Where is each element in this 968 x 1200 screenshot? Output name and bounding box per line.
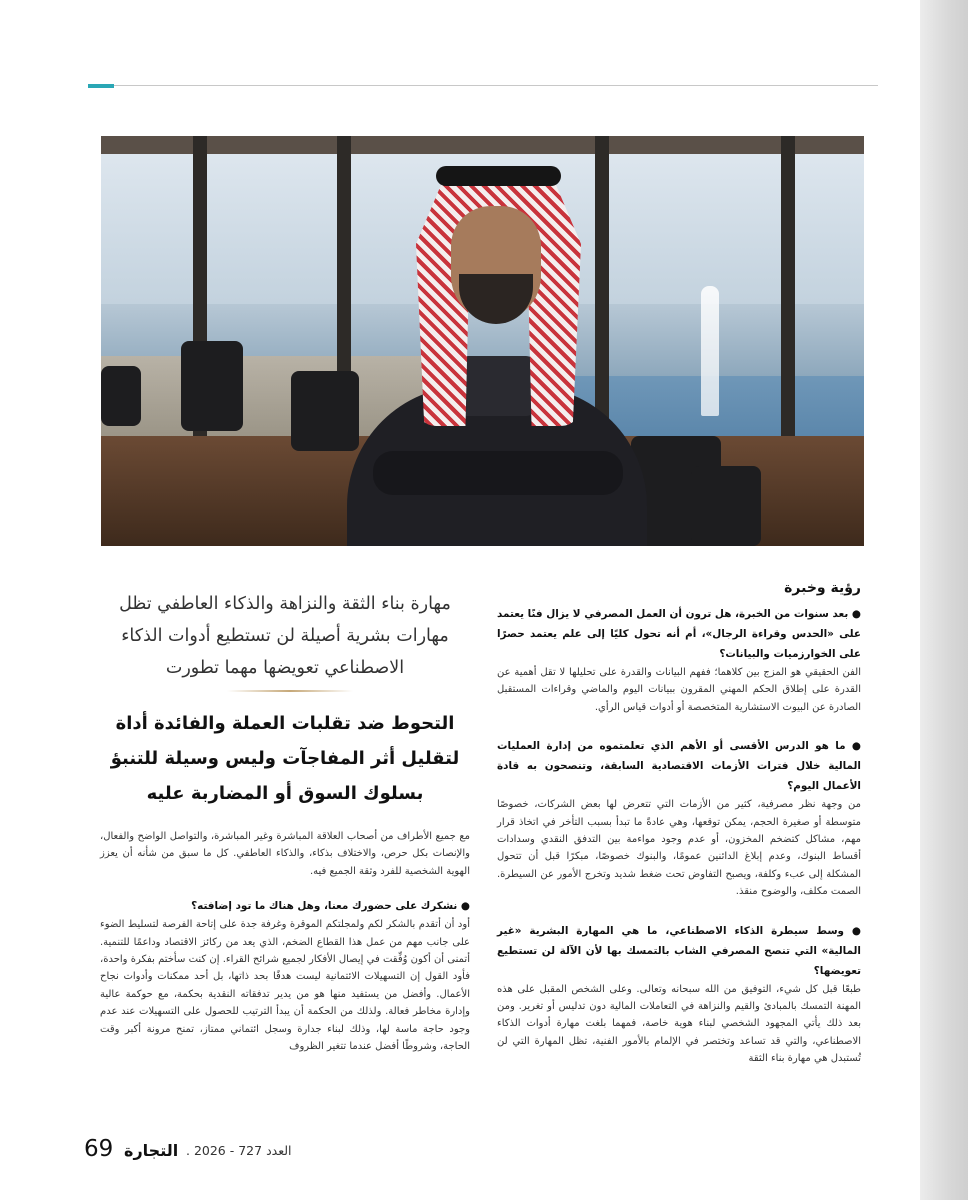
- gold-divider: [227, 690, 353, 692]
- answer-2: من وجهة نظر مصرفية، كثير من الأزمات التي تتعرض لها بعض الشركات، خصوصًا متوسطة أو صغيرة الحجم، يمكن توقعها، وهي عادةً ما تبدأ بسبب التأخر في اتخاذ قرار مهم، مشاكل كتضخم المخزون، أو عدم وجود مواءمة بين التدفق النقدي وسدادات أقساط البنوك، وعدم إبلاغ الدائنين عمومًا، والبنوك خصوصًا، مبكرًا قبل أن تتحول المشكلة إلى عبء وكلفة، ويصبح التفاوض تحت ضغط شديد وتخرج الأمور عن السيطرة. الصمت مكلف، والوضوح منقذ.: [497, 799, 861, 898]
- left-column: [100, 828, 470, 1069]
- answer-1: الفن الحقيقي هو المزج بين كلاهما؛ ففهم البيانات والقدرة على تحليلها لا تقل أهمية عن القدرة على إطلاق الحكم المهني المقرون ببيانات اليوم والماضي وقراءات المستقبل الصادرة عن البيوت الاستشارية المتخصصة أو أدوات قياس الرأي.: [497, 667, 861, 713]
- question-2: ● ما هو الدرس الأقسى أو الأهم الذي تعلمتموه من إدارة العمليات المالية خلال فترات الأزمات الاقتصادية السابقة، وتنصحون به قادة الأعمال اليوم؟: [497, 740, 861, 793]
- page-number: 69: [84, 1136, 114, 1162]
- magazine-brand: التجارة: [124, 1141, 179, 1160]
- pull-quote-primary: مهارة بناء الثقة والنزاهة والذكاء العاطفي تظل مهارات بشرية أصيلة لن تستطيع أدوات الذكاء الاصطناعي تعويضها مهما تطورت: [119, 594, 451, 678]
- photo-chair: [291, 371, 359, 451]
- question-4: ● نشكرك على حضورك معنا، وهل هناك ما تود إضافته؟: [191, 900, 470, 913]
- right-column: [497, 604, 861, 1082]
- issue-label: العدد 727 - 2026 .: [186, 1143, 292, 1158]
- pull-quote-secondary: التحوط ضد تقلبات العملة والفائدة أداة لتقليل أثر المفاجآت وليس وسيلة للتنبؤ بسلوك السوق أو المضاربة عليه: [110, 713, 460, 804]
- question-3: ● وسط سيطرة الذكاء الاصطناعي، ما هي المهارة البشرية «غير المالية» التي تنصح المصرفي الشاب بالتمسك بها لأن الآلة لن تستطيع تعويضها؟: [497, 924, 861, 977]
- left-intro-paragraph: مع جميع الأطراف من أصحاب العلاقة المباشرة وغير المباشرة، والتواصل الواضح والفعال، والإنصات بكل حرص، والاختلاف بذكاء، والذكاء العاطفي. كل ما سبق من شأنه أن يعزز الهوية الشخصية للفرد وثقة الجميع فيه.: [100, 831, 470, 877]
- person-crossed-arms: [373, 451, 623, 495]
- page-footer: [84, 1136, 334, 1166]
- question-1: ● بعد سنوات من الخبرة، هل ترون أن العمل المصرفي لا يزال فنًا يعتمد على «الحدس وقراءة الرجال»، أم أنه تحول كليًا إلى علم يعتمد حصرًا على الخوارزميات والبيانات؟: [497, 608, 861, 660]
- photo-chair: [101, 366, 141, 426]
- photo-ceiling: [101, 136, 864, 154]
- portrait-photo: [101, 136, 864, 546]
- photo-chair: [691, 466, 761, 546]
- photo-fountain: [701, 286, 719, 416]
- section-title: رؤية وخبرة: [784, 580, 861, 596]
- person-beard: [459, 274, 533, 324]
- answer-4: أود أن أتقدم بالشكر لكم ولمجلتكم الموقرة وغرفة جدة على إتاحة الفرصة لتسليط الضوء على جانب مهم من عمل هذا القطاع الضخم، الذي يعد من ركائز الاقتصاد وداعمًا للتنمية. أتمنى أن أكون وُفِّقت في إيصال الأفكار لجميع شرائح القراء. إن كنت سأختم بفكرة واحدة، فأود القول إن التسهيلات الائتمانية ليست هدفًا بحد ذاتها، بل أحد ممكنات وأدوات نجاح الأعمال. وأفضل من يستفيد منها هو من يدير تدفقاته النقدية بحكمة، مع حوكمة عالية وإدارة مخاطر فعالة. ولذلك من الحكمة أن يبدأ الترتيب للحصول على التسهيلات عند عدم وجود حاجة ماسة لها، وذلك لبناء جدارة وسجل ائتماني ممتاز، تمنح مرونة أكبر وقت الحاجة، وشروطًا أفضل عندما تتغير الظروف: [100, 919, 470, 1053]
- top-rule: [88, 85, 878, 86]
- page-edge-shadow: [920, 0, 968, 1200]
- photo-chair: [181, 341, 243, 431]
- answer-3: طبعًا قبل كل شيء، التوفيق من الله سبحانه وتعالى. وعلى الشخص المقبل على هذه المهنة التمسك بالمبادئ والقيم والنزاهة في التعاملات المالية دون تدليس أو تغرير. ومن بعد ذلك يأتي المجهود الشخصي لبناء هوية خاصة، فمهما بلغت مهارة أدوات الذكاء الاصطناعي، والتي قد تساعد وتختصر في الإلمام بالأمور الفنية، تظل المهارة التي لن تُستبدل هي مهارة بناء الثقة: [497, 983, 861, 1065]
- person-agal: [436, 166, 561, 186]
- person-neck: [456, 356, 536, 416]
- top-accent-bar: [88, 84, 114, 88]
